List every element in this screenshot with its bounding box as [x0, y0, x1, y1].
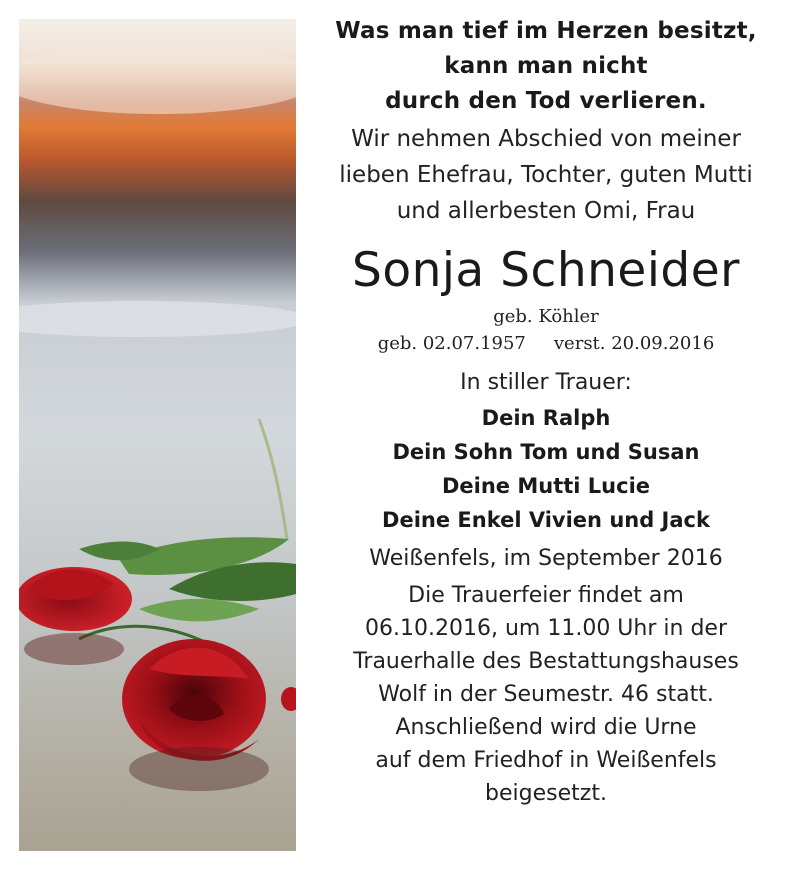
motto-line: kann man nicht [444, 53, 648, 79]
roses-photo [19, 19, 296, 851]
service-line: beigesetzt. [485, 781, 607, 806]
service-line: 06.10.2016, um 11.00 Uhr in der [365, 616, 727, 641]
birth-date: geb. 02.07.1957 [377, 333, 526, 354]
motto-line: Was man tief im Herzen besitzt, [335, 18, 757, 44]
rose-center [122, 639, 269, 791]
mourners-label: In stiller Trauer: [460, 370, 632, 395]
service-line: Trauerhalle des Bestattungshauses [353, 649, 739, 674]
mourners-list [306, 401, 786, 537]
mourner-name: Dein Sohn Tom und Susan [392, 440, 700, 464]
rose-left [19, 567, 132, 665]
motto-line: durch den Tod verlieren. [385, 88, 707, 114]
place-date: Weißenfels, im September 2016 [369, 546, 723, 571]
intro-line: lieben Ehefrau, Tochter, guten Mutti [339, 162, 753, 188]
service-line: Die Trauerfeier findet am [408, 583, 684, 608]
intro-line: Wir nehmen Abschied von meiner [351, 126, 741, 152]
deceased-name: Sonja Schneider [352, 243, 740, 298]
mourner-name: Dein Ralph [481, 406, 611, 430]
life-dates [306, 331, 786, 357]
memorial-motto [306, 14, 786, 119]
service-line: auf dem Friedhof in Weißenfels [375, 748, 717, 773]
service-line: Wolf in der Seumestr. 46 statt. [378, 682, 714, 707]
funeral-service-info [306, 579, 786, 810]
farewell-intro [306, 121, 786, 229]
roses-illustration [19, 19, 296, 851]
death-date: verst. 20.09.2016 [553, 333, 715, 354]
mourner-name: Deine Mutti Lucie [441, 474, 651, 498]
intro-line: und allerbesten Omi, Frau [396, 198, 696, 224]
obituary-text [306, 14, 786, 810]
service-line: Anschließend wird die Urne [395, 715, 697, 740]
birth-name: geb. Köhler [493, 306, 599, 327]
mourner-name: Deine Enkel Vivien und Jack [382, 508, 710, 532]
